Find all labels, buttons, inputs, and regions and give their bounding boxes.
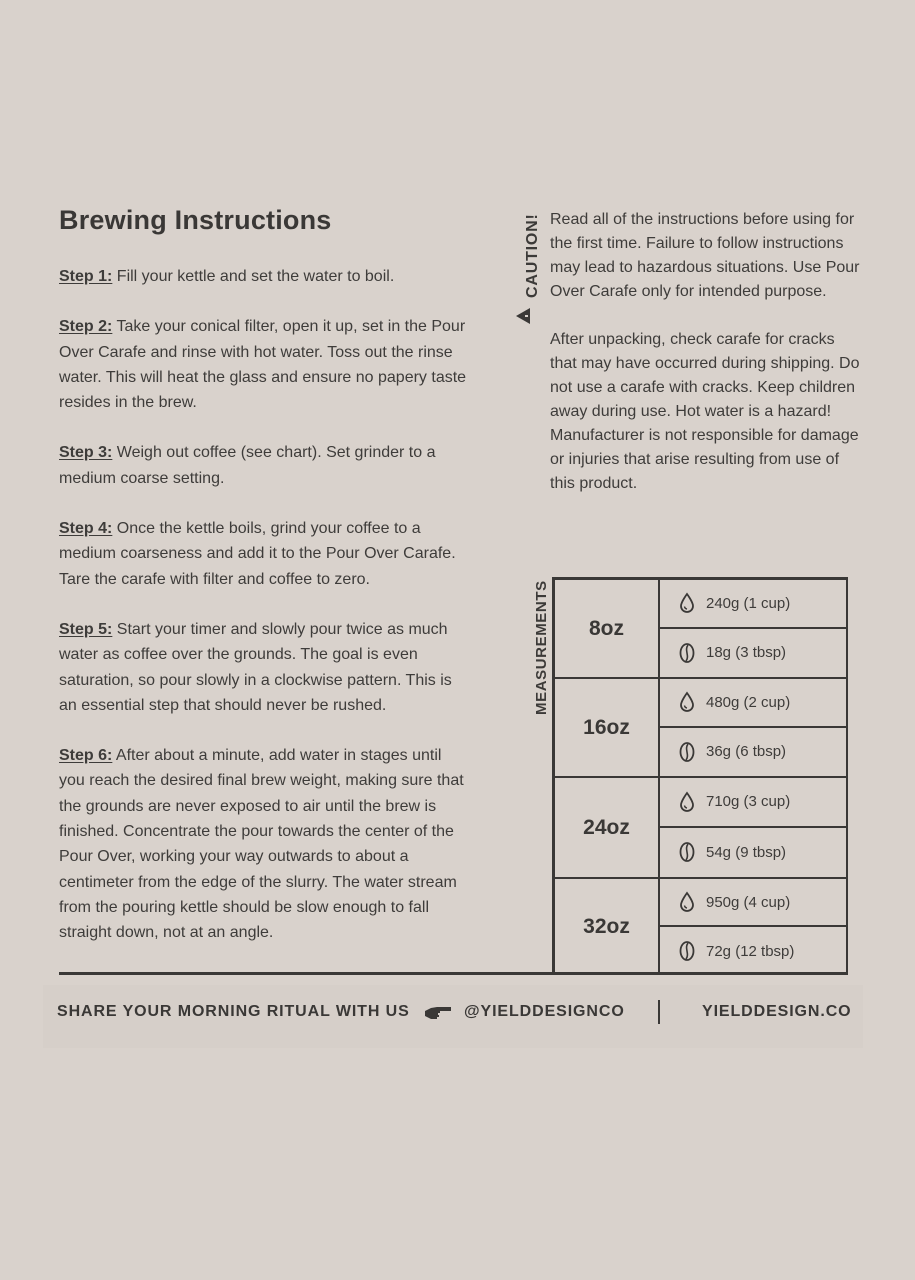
share-text: SHARE YOUR MORNING RITUAL WITH US bbox=[57, 1003, 410, 1020]
size-label: 8oz bbox=[555, 580, 660, 677]
step-3 bbox=[59, 440, 469, 491]
step-text: Weigh out coffee (see chart). Set grinder to a medium coarse setting. bbox=[59, 444, 436, 487]
step-5 bbox=[59, 617, 469, 718]
table-row bbox=[555, 580, 848, 679]
pointing-hand-icon bbox=[423, 1002, 453, 1024]
coffee-bean-icon bbox=[678, 841, 696, 863]
caution-paragraph: After unpacking, check carafe for cracks that may have occurred during shipping. Do not use a carafe with cracks. Keep children away during use. Hot water is a hazard! Manufacturer is not responsible for damage or injuries that arise resulting from use of this product. bbox=[550, 331, 860, 492]
step-label: Step 6: bbox=[59, 747, 113, 765]
water-drop-icon bbox=[678, 592, 696, 614]
step-4 bbox=[59, 516, 469, 592]
coffee-amount: 72g (12 tbsp) bbox=[706, 942, 795, 960]
water-drop-icon bbox=[678, 891, 696, 913]
water-amount: 240g (1 cup) bbox=[706, 594, 791, 612]
size-label: 32oz bbox=[555, 879, 660, 975]
divider-line bbox=[59, 972, 848, 975]
coffee-cell bbox=[660, 728, 848, 777]
page-title: Brewing Instructions bbox=[59, 205, 332, 235]
step-label: Step 1: bbox=[59, 268, 113, 285]
water-cell bbox=[660, 879, 848, 927]
coffee-bean-icon bbox=[678, 642, 696, 664]
step-text: Once the kettle boils, grind your coffee to a medium coarseness and add it to the Pour Over Carafe. Tare the carafe with filter and coffee to zero. bbox=[59, 520, 456, 588]
step-text: Fill your kettle and set the water to boil. bbox=[112, 268, 395, 285]
coffee-cell bbox=[660, 828, 848, 878]
water-drop-icon bbox=[678, 791, 696, 813]
table-row bbox=[555, 778, 848, 879]
step-label: Step 4: bbox=[59, 520, 113, 538]
coffee-cell bbox=[660, 927, 848, 975]
footer-divider bbox=[658, 1000, 660, 1024]
caution-paragraph: Read all of the instructions before using for the first time. Failure to follow instructions may lead to hazardous situations. Use Pour Over Carafe only for intended purpose. bbox=[550, 211, 860, 300]
coffee-amount: 36g (6 tbsp) bbox=[706, 743, 787, 761]
water-amount: 480g (2 cup) bbox=[706, 693, 791, 711]
step-2 bbox=[59, 314, 469, 415]
water-drop-icon bbox=[678, 691, 696, 713]
water-amount: 950g (4 cup) bbox=[706, 893, 791, 911]
coffee-cell bbox=[660, 629, 848, 678]
step-label: Step 5: bbox=[59, 620, 113, 638]
measurements-label: MEASUREMENTS bbox=[533, 580, 550, 715]
water-cell bbox=[660, 778, 848, 828]
caution-label: CAUTION! bbox=[524, 213, 541, 298]
coffee-amount: 54g (9 tbsp) bbox=[706, 843, 787, 861]
step-text: After about a minute, add water in stages until you reach the desired final brew weight, making sure that the grounds are never exposed to air until the brew is finished. Concentrate the pour towards the center of the Pour Over, working your way outwards to about a centimeter from the edge of the slurry. The water stream from the pouring kettle should be slow enough to fall straight down, not at an angle. bbox=[59, 747, 464, 942]
step-6 bbox=[59, 743, 469, 945]
water-cell bbox=[660, 679, 848, 728]
caution-body bbox=[550, 208, 860, 520]
size-label: 24oz bbox=[555, 778, 660, 877]
water-cell bbox=[660, 580, 848, 629]
step-text: Start your timer and slowly pour twice as much water as coffee over the grounds. The goal is even saturation, so pour slowly in a clockwise pattern. This is an essential step that should never be rushed. bbox=[59, 620, 452, 714]
warning-icon bbox=[513, 306, 533, 326]
social-handle[interactable]: @YIELDDESIGNCO bbox=[464, 1003, 625, 1020]
step-text: Take your conical filter, open it up, set in the Pour Over Carafe and rinse with hot water. Toss out the rinse water. This will heat the glass and ensure no papery taste resides in the brew. bbox=[59, 318, 467, 412]
step-label: Step 3: bbox=[59, 444, 113, 462]
size-label: 16oz bbox=[555, 679, 660, 776]
coffee-amount: 18g (3 tbsp) bbox=[706, 644, 787, 662]
step-1 bbox=[59, 264, 469, 289]
water-amount: 710g (3 cup) bbox=[706, 793, 791, 811]
steps-list bbox=[59, 264, 469, 971]
table-row bbox=[555, 679, 848, 778]
coffee-bean-icon bbox=[678, 741, 696, 763]
table-row bbox=[555, 879, 848, 975]
website-link[interactable]: YIELDDESIGN.CO bbox=[702, 1003, 852, 1020]
step-label: Step 2: bbox=[59, 318, 113, 336]
measurements-table bbox=[552, 577, 848, 975]
coffee-bean-icon bbox=[678, 940, 696, 962]
